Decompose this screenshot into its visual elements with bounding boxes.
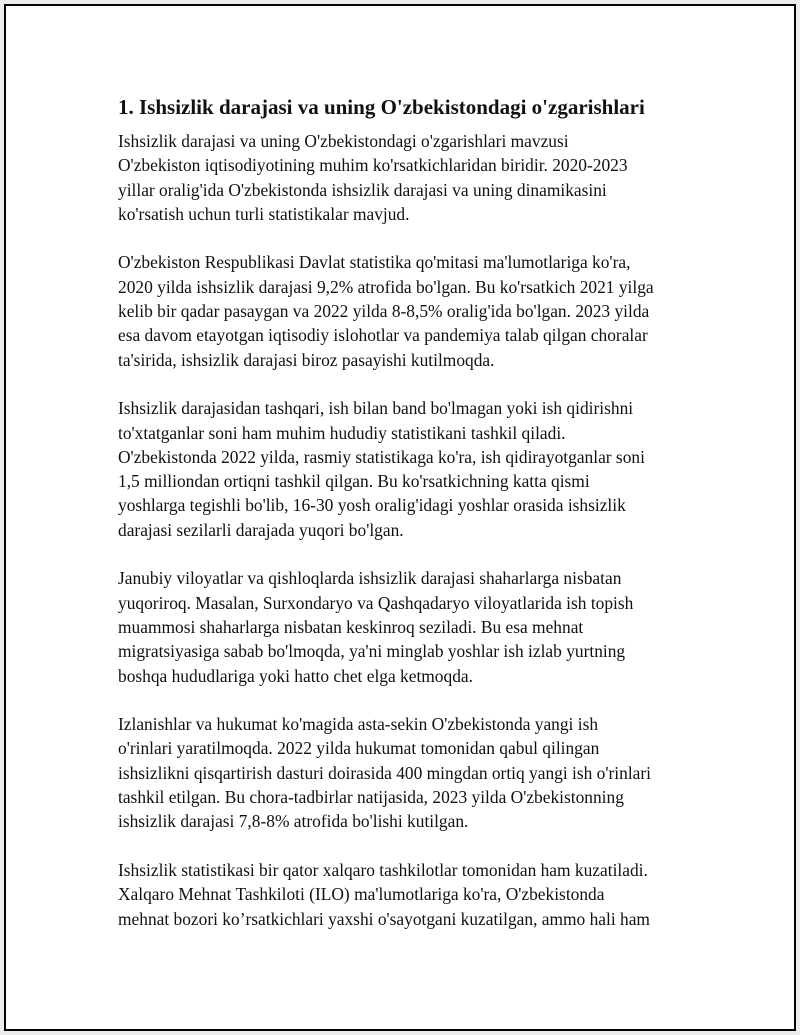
paragraph-2	[118, 250, 698, 371]
paragraph-3	[118, 396, 698, 542]
document-content	[118, 94, 698, 955]
document-page	[4, 4, 796, 1031]
text-line: Izlanishlar va hukumat ko'magida asta-sekin O'zbekistonda yangi ish	[118, 714, 599, 735]
text-line: migratsiyasiga sabab bo'lmoqda, ya'ni minglab yoshlar ish izlab yurtning	[118, 641, 626, 662]
paragraph-4	[118, 566, 698, 687]
text-line: O'zbekistonda 2022 yilda, rasmiy statistikaga ko'ra, ish qidirayotganlar soni	[118, 446, 645, 467]
text-line: Ishsizlik darajasidan tashqari, ish bilan band bo'lmagan yoki ish qidirishni	[118, 398, 634, 419]
text-line: muammosi shaharlarga nisbatan keskinroq seziladi. Bu esa mehnat	[118, 616, 584, 637]
text-line: 2020 yilda ishsizlik darajasi 9,2% atrofida bo'lgan. Bu ko'rsatkich 2021 yilga	[118, 276, 654, 297]
text-line: esa davom etayotgan iqtisodiy islohotlar va pandemiya talab qilgan choralar	[118, 325, 648, 346]
text-line: kelib bir qadar pasaygan va 2022 yilda 8-8,5% oralig'ida bo'lgan. 2023 yilda	[118, 301, 650, 322]
text-line: to'xtatganlar soni ham muhim hududiy statistikani tashkil qiladi.	[118, 422, 566, 443]
text-line: yoshlarga tegishli bo'lib, 16-30 yosh oralig'idagi yoshlar orasida ishsizlik	[118, 495, 626, 516]
paragraph-1	[118, 129, 698, 226]
paragraph-5	[118, 712, 698, 833]
text-line: ko'rsatish uchun turli statistikalar mavjud.	[118, 203, 410, 224]
text-line: 1,5 milliondan ortiqni tashkil qilgan. Bu ko'rsatkichning katta qismi	[118, 471, 590, 492]
section-heading: 1. Ishsizlik darajasi va uning O'zbekistondagi o'zgarishlari	[118, 95, 645, 119]
text-line: Ishsizlik statistikasi bir qator xalqaro tashkilotlar tomonidan ham kuzatiladi.	[118, 859, 648, 880]
text-line: Xalqaro Mehnat Tashkiloti (ILO) ma'lumotlariga ko'ra, O'zbekistonda	[118, 884, 605, 905]
text-line: boshqa hududlariga yoki hatto chet elga ketmoqda.	[118, 665, 473, 686]
text-line: ishsizlikni qisqartirish dasturi doirasida 400 mingdan ortiq yangi ish o'rinlari	[118, 762, 651, 783]
text-line: O'zbekiston iqtisodiyotining muhim ko'rsatkichlaridan biridir. 2020-2023	[118, 155, 628, 176]
text-line: ishsizlik darajasi 7,8-8% atrofida bo'lishi kutilgan.	[118, 811, 469, 832]
text-line: Ishsizlik darajasi va uning O'zbekistondagi o'zgarishlari mavzusi	[118, 131, 569, 151]
text-line: yuqoriroq. Masalan, Surxondaryo va Qashqadaryo viloyatlarida ish topish	[118, 592, 634, 613]
text-line: Janubiy viloyatlar va qishloqlarda ishsizlik darajasi shaharlarga nisbatan	[118, 568, 622, 589]
text-line: ta'sirida, ishsizlik darajasi biroz pasayishi kutilmoqda.	[118, 349, 495, 370]
text-line: o'rinlari yaratilmoqda. 2022 yilda hukumat tomonidan qabul qilingan	[118, 738, 600, 759]
text-line: tashkil etilgan. Bu chora-tadbirlar natijasida, 2023 yilda O'zbekistonning	[118, 787, 624, 808]
text-line: mehnat bozori ko’rsatkichlari yaxshi o'sayotgani kuzatilgan, ammo hali ham	[118, 908, 650, 929]
text-line: yillar oralig'ida O'zbekistonda ishsizlik darajasi va uning dinamikasini	[118, 179, 607, 200]
text-line: darajasi sezilarli darajada yuqori bo'lgan.	[118, 519, 404, 540]
paragraph-6	[118, 858, 698, 931]
text-line: O'zbekiston Respublikasi Davlat statistika qo'mitasi ma'lumotlariga ko'ra,	[118, 252, 631, 273]
